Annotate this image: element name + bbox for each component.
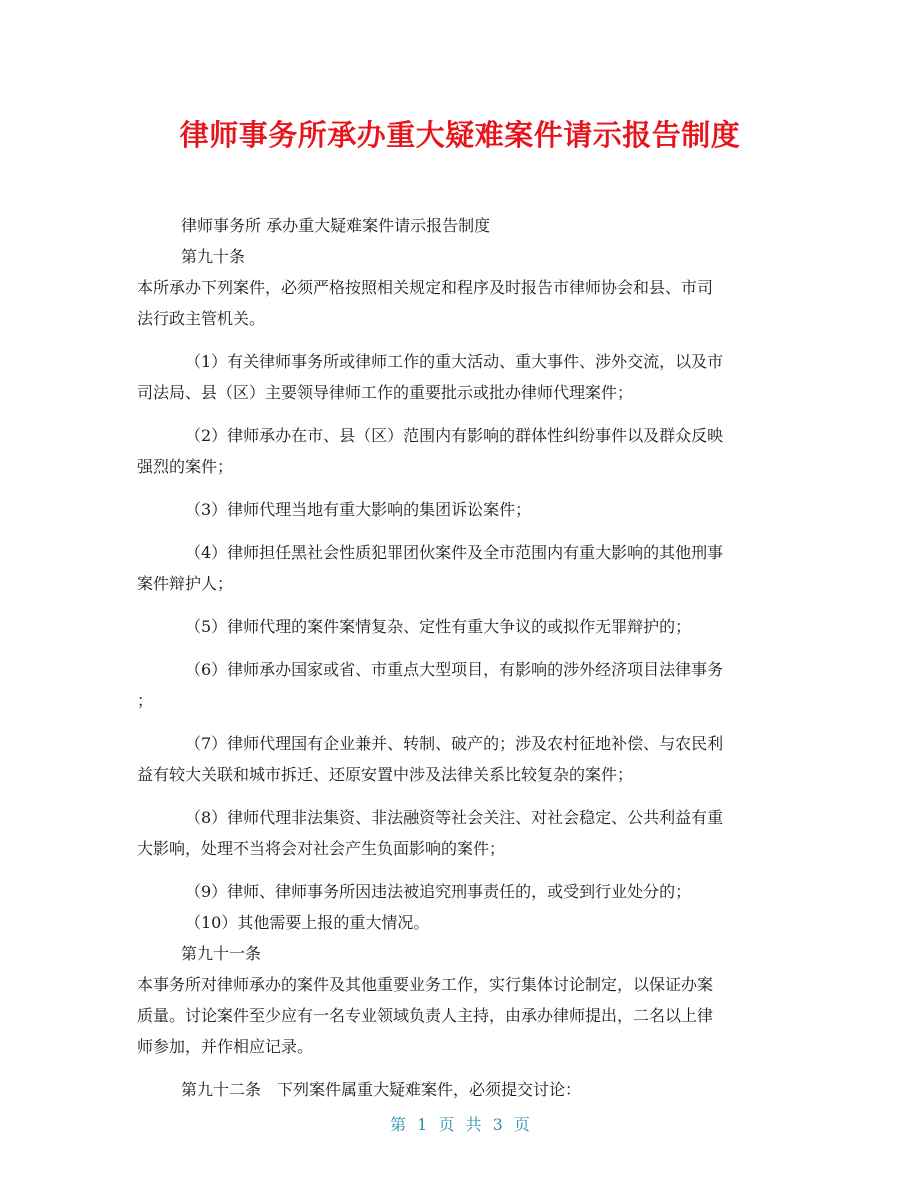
text-line: （8）律师代理非法集资、非法融资等社会关注、对社会稳定、公共利益有重 [185,808,724,827]
list-item-2 [137,420,787,482]
document-subtitle: 律师事务所 承办重大疑难案件请示报告制度 [181,216,491,235]
list-item-9 [137,876,787,907]
text-line: （4）律师担任黑社会性质犯罪团伙案件及全市范围内有重大影响的其他刑事 [185,543,724,562]
list-item-10 [137,907,787,938]
text-line: ； [137,691,154,710]
text-line: （7）律师代理国有企业兼并、转制、破产的；涉及农村征地补偿、与农民利 [185,734,724,753]
list-item-3 [137,494,787,525]
article-92-heading: 第九十二条 下列案件属重大疑难案件，必须提交讨论： [181,1080,582,1099]
list-item-8 [137,802,787,864]
list-item-7 [137,728,787,790]
text-line: 本所承办下列案件，必须严格按照相关规定和程序及时报告市律师协会和县、市司 [137,278,714,297]
list-item-1 [137,346,787,408]
page-number-footer: 第 1 页 共 3 页 [390,1115,530,1134]
text-line: （9）律师、律师事务所因违法被追究刑事责任的，或受到行业处分的； [185,882,692,901]
text-line: 司法局、县（区）主要领导律师工作的重要批示或批办律师代理案件； [137,383,634,402]
text-line: （2）律师承办在市、县（区）范围内有影响的群体性纠纷事件以及群众反映 [185,426,724,445]
article-90-intro [137,272,787,334]
list-item-6 [137,654,787,716]
text-line: 强烈的案件； [137,457,234,476]
text-line: 本事务所对律师承办的案件及其他重要业务工作，实行集体讨论制定，以保证办案 [137,975,714,994]
text-line: （6）律师承办国家或省、市重点大型项目，有影响的涉外经济项目法律事务 [185,660,724,679]
document-body [137,210,787,1105]
text-line: 师参加，并作相应记录。 [137,1037,314,1056]
text-line: 法行政主管机关。 [137,309,266,328]
document-title: 律师事务所承办重大疑难案件请示报告制度 [179,118,741,152]
text-line: 案件辩护人； [137,574,234,593]
article-90-heading: 第九十条 [181,247,246,266]
article-91-body [137,969,787,1062]
text-line: （5）律师代理的案件案情复杂、定性有重大争议的或拟作无罪辩护的； [185,617,692,636]
text-line: （1）有关律师事务所或律师工作的重大活动、重大事件、涉外交流，以及市 [185,352,724,371]
text-line: （10）其他需要上报的重大情况。 [185,913,430,932]
text-line: 益有较大关联和城市拆迁、还原安置中涉及法律关系比较复杂的案件； [137,765,634,784]
text-line: 大影响，处理不当将会对社会产生负面影响的案件； [137,839,506,858]
article-91-heading: 第九十一条 [181,944,262,963]
list-item-4 [137,537,787,599]
text-line: （3）律师代理当地有重大影响的集团诉讼案件； [185,500,532,519]
text-line: 质量。讨论案件至少应有一名专业领域负责人主持，由承办律师提出，二名以上律 [137,1006,714,1025]
list-item-5 [137,611,787,642]
